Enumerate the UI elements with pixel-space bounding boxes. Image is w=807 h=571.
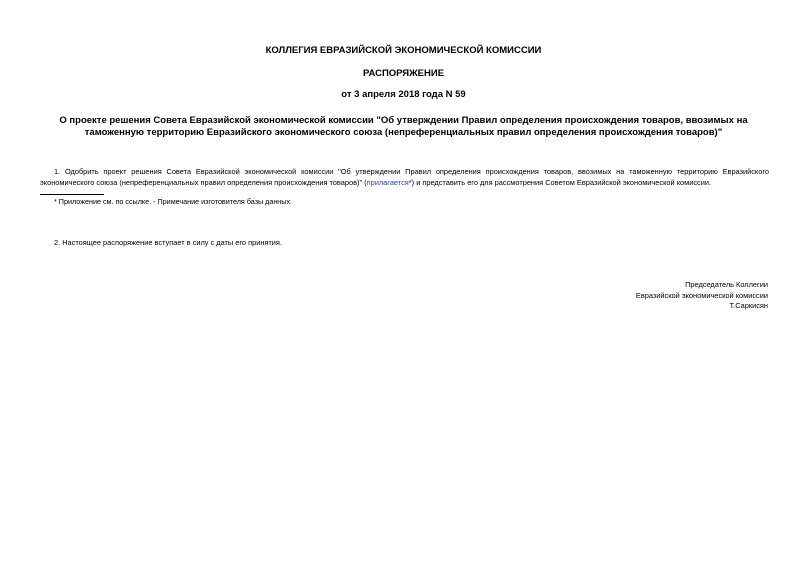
paragraph-1 <box>40 166 769 188</box>
footnote-separator <box>40 194 104 195</box>
footnote: * Приложение см. по ссылке. - Примечание изготовителя базы данных. <box>54 197 293 206</box>
document-date: от 3 апреля 2018 года N 59 <box>341 89 466 100</box>
paragraph-1-text-end: *) и представить его для рассмотрения Советом Евразийской экономической комиссии. <box>408 178 712 187</box>
document-title: О проекте решения Совета Евразийской экономической комиссии "Об утверждении Правил определения происхождения товаров, ввозимых на таможенную территорию Евразийского экономического союза (непреференциальных правил определения происхождения товаров)" <box>59 115 748 138</box>
signature-name: Т.Саркисян <box>729 301 768 310</box>
issuer-heading: КОЛЛЕГИЯ ЕВРАЗИЙСКОЙ ЭКОНОМИЧЕСКОЙ КОМИССИИ <box>265 45 542 56</box>
signature-position: Председатель Коллегии <box>685 280 768 289</box>
paragraph-2: 2. Настоящее распоряжение вступает в силу с даты его принятия. <box>54 238 282 247</box>
paragraph-1-text-start: 1. Одобрить проект решения Совета Евразийской экономической комиссии "Об утверждении Правил определения происхождения товаров, ввозимых на таможенную территорию Евразийского экономического союза (непреференциальных правил определения происхождения товаров)" ( <box>40 167 769 187</box>
signature-organization: Евразийской экономической комиссии <box>635 290 768 300</box>
attachment-link[interactable]: прилагается <box>366 178 409 187</box>
signature-block <box>636 280 768 312</box>
document-type-heading: РАСПОРЯЖЕНИЕ <box>362 68 445 79</box>
